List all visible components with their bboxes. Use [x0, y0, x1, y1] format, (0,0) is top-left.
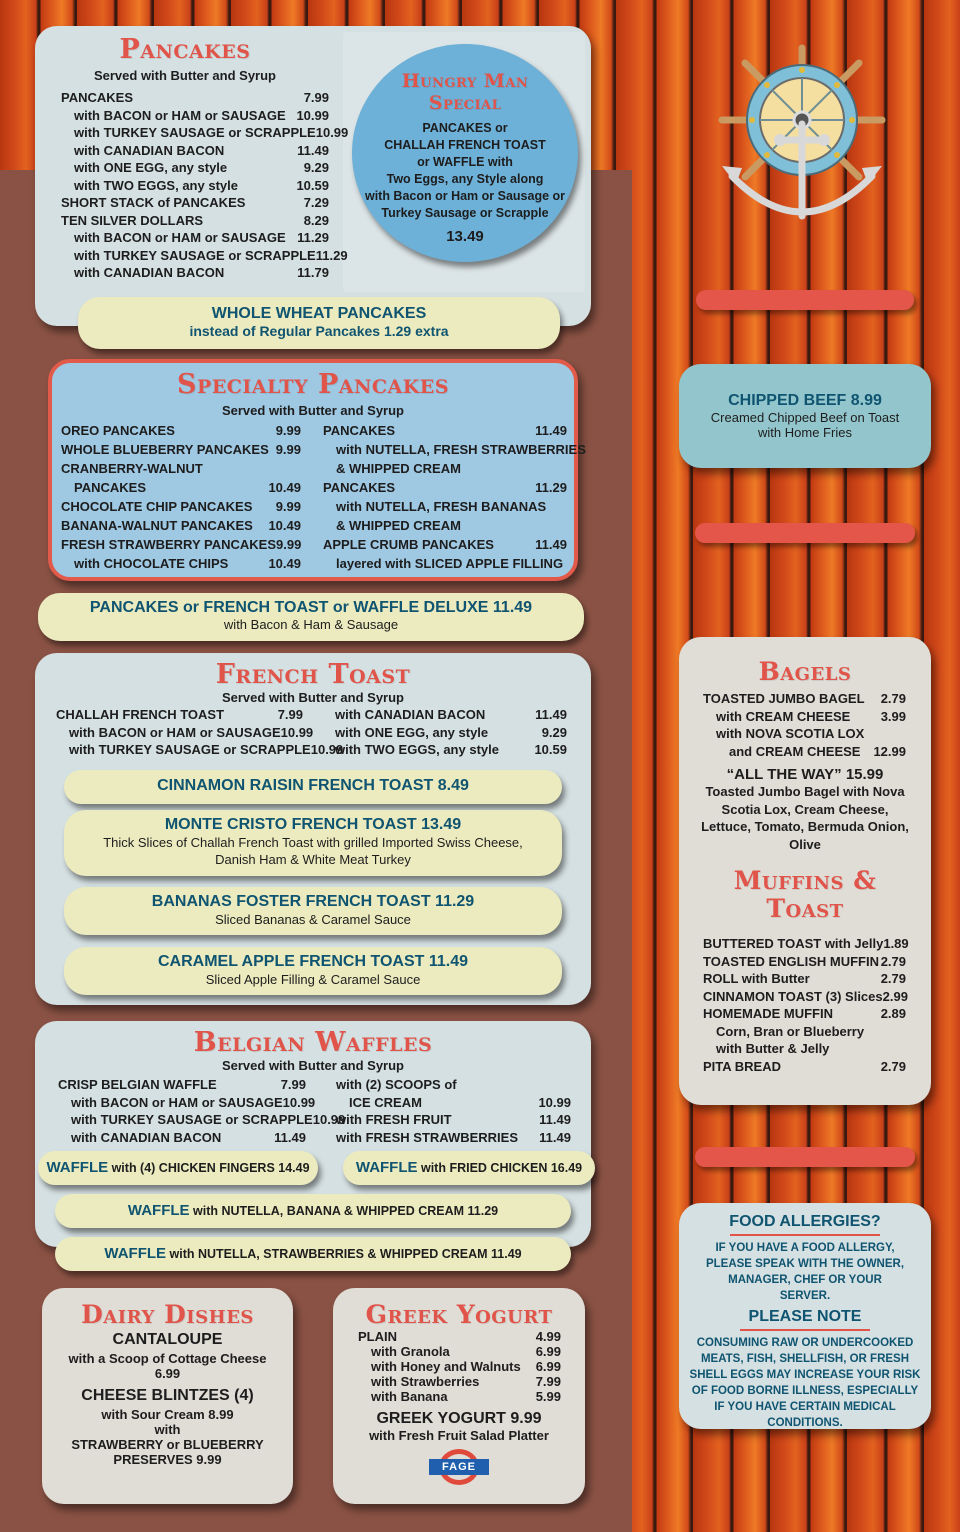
item-name: with CANADIAN BACON — [74, 265, 225, 280]
menu-item-row — [336, 1111, 571, 1129]
specialty-left-column — [61, 421, 301, 573]
food-allergy-card — [679, 1203, 931, 1429]
menu-item-row — [323, 421, 567, 440]
please-note-text: CONSUMING RAW OR UNDERCOOKED MEATS, FISH, SHELLFISH, OR FRESH SHELL EGGS MAY INCREASE YOUR RISK OF FOOD BORNE ILLNESS, ESPECIALLY IF YOU HAVE CERTAIN MEDICAL CONDITIONS. — [689, 1337, 921, 1429]
menu-item-row — [56, 724, 314, 742]
french-toast-left-column — [56, 706, 344, 759]
menu-item-row — [703, 725, 906, 743]
menu-item-row — [336, 1094, 571, 1112]
menu-item-row — [703, 1058, 906, 1076]
specialty-pancakes-card — [48, 359, 586, 581]
all-the-way-title: “ALL THE WAY” 15.99 — [726, 766, 884, 783]
menu-item-row — [61, 194, 329, 212]
hungry-man-special — [352, 44, 578, 262]
item-price: 10.49 — [268, 480, 301, 495]
hungry-man-title-2: Special — [428, 92, 502, 114]
item-name: PANCAKES — [323, 423, 395, 438]
menu-item-row — [323, 516, 567, 535]
hungry-man-line: Two Eggs, any Style along — [386, 172, 544, 186]
french-toast-special — [64, 810, 562, 876]
item-price: 7.99 — [277, 707, 303, 722]
menu-item-row — [61, 247, 348, 265]
item-name: Corn, Bran or Blueberry — [716, 1023, 865, 1039]
menu-item-row — [336, 1129, 571, 1147]
item-name: with CANADIAN BACON — [71, 1129, 222, 1145]
menu-item-row — [61, 89, 329, 107]
item-name: PANCAKES — [61, 90, 133, 105]
item-name: with BACON or HAM or SAUSAGE — [74, 230, 286, 245]
waffle-lead: WAFFLE — [355, 1159, 418, 1176]
item-name: with CANADIAN BACON — [335, 707, 486, 722]
decorative-red-bar-1 — [696, 290, 914, 310]
item-name: with TWO EGGS, any style — [74, 177, 238, 193]
item-price: 8.29 — [303, 212, 329, 228]
menu-item-row — [56, 706, 303, 724]
chipped-beef-line2: with Home Fries — [758, 425, 852, 440]
whole-wheat-title: WHOLE WHEAT PANCAKES — [211, 305, 427, 322]
menu-item-row — [61, 159, 329, 177]
item-name: with BACON or HAM or SAUSAGE — [69, 724, 281, 740]
please-note-underline — [740, 1329, 870, 1331]
menu-item-row — [56, 741, 344, 759]
waffle-rest: with NUTELLA, BANANA & WHIPPED CREAM 11.29 — [189, 1204, 499, 1218]
item-name: BUTTERED TOAST with Jelly — [703, 936, 884, 951]
item-name: ICE CREAM — [349, 1094, 422, 1110]
special-desc: Sliced Apple Filling & Caramel Sauce — [205, 972, 421, 987]
bagels-title: Bagels — [758, 657, 852, 686]
menu-item-row — [61, 478, 301, 497]
item-price: 9.99 — [276, 537, 302, 552]
item-price: 2.79 — [880, 691, 906, 706]
item-price: 10.99 — [282, 1094, 316, 1110]
menu-item-row — [61, 107, 329, 125]
item-name: CHOCOLATE CHIP PANCAKES — [61, 499, 253, 514]
item-price: 9.99 — [275, 442, 301, 457]
please-note-title: PLEASE NOTE — [748, 1308, 862, 1325]
waffles-subtitle: Served with Butter and Syrup — [221, 1058, 405, 1073]
waffle-special — [343, 1151, 595, 1185]
item-price: 11.49 — [535, 423, 567, 438]
menu-item-row — [61, 554, 301, 573]
fage-logo — [429, 1449, 489, 1485]
item-price: 11.49 — [535, 707, 567, 722]
yogurt-title: Greek Yogurt — [365, 1300, 553, 1329]
item-name: & WHIPPED CREAM — [336, 461, 461, 476]
chipped-beef-title: CHIPPED BEEF 8.99 — [728, 392, 882, 409]
menu-item-row — [703, 743, 906, 761]
item-name: OREO PANCAKES — [61, 423, 175, 438]
allergy-title: FOOD ALLERGIES? — [729, 1213, 881, 1230]
menu-item-row — [58, 1076, 306, 1094]
menu-item-row — [336, 1076, 571, 1094]
menu-item-row — [358, 1329, 561, 1344]
item-price: 10.99 — [315, 125, 349, 140]
item-price: 10.59 — [534, 742, 567, 757]
item-name: with Butter & Jelly — [716, 1041, 830, 1056]
item-price: 9.99 — [275, 423, 301, 438]
item-name: with NUTELLA, FRESH BANANAS — [336, 499, 547, 514]
chipped-beef-card — [679, 364, 931, 468]
bagels-muffins-card — [679, 637, 931, 1105]
decorative-red-bar-3 — [695, 1147, 915, 1167]
menu-item-row — [703, 1040, 906, 1058]
french-toast-subtitle: Served with Butter and Syrup — [221, 690, 405, 705]
fage-logo-text: FAGE — [429, 1459, 489, 1475]
item-price: 10.49 — [268, 556, 301, 571]
blintzes-line1: with Sour Cream 8.99 — [101, 1407, 234, 1422]
item-price: 6.99 — [535, 1359, 561, 1374]
waffle-lead: WAFFLE — [104, 1245, 167, 1262]
menu-item-row — [61, 264, 329, 282]
menu-item-row — [335, 706, 567, 724]
yogurt-platter-title: GREEK YOGURT 9.99 — [376, 1410, 542, 1427]
item-name: CHALLAH FRENCH TOAST — [56, 707, 225, 722]
blintzes-name: CHEESE BLINTZES (4) — [81, 1387, 254, 1404]
item-name: TOASTED ENGLISH MUFFIN — [703, 953, 879, 969]
item-price: 9.29 — [541, 724, 567, 740]
yogurt-platter-desc: with Fresh Fruit Salad Platter — [369, 1428, 549, 1443]
whole-wheat-subtitle: instead of Regular Pancakes 1.29 extra — [189, 323, 449, 339]
menu-item-row — [358, 1374, 561, 1389]
item-price: 9.29 — [303, 160, 329, 175]
menu-item-row — [58, 1111, 346, 1129]
pancakes-title: Pancakes — [119, 34, 251, 65]
menu-item-row — [703, 970, 906, 988]
menu-item-row — [61, 142, 329, 160]
item-name: HOMEMADE MUFFIN — [703, 1006, 833, 1021]
item-name: with TURKEY SAUSAGE or SCRAPPLE — [74, 247, 316, 263]
blintzes-line3: STRAWBERRY or BLUEBERRY — [71, 1437, 264, 1452]
waffle-rest: with NUTELLA, STRAWBERRIES & WHIPPED CREAM 11.49 — [166, 1247, 522, 1261]
item-price: 4.99 — [535, 1329, 561, 1344]
item-name: with FRESH FRUIT — [336, 1112, 452, 1127]
menu-item-row — [703, 1005, 906, 1023]
special-desc: Thick Slices of Challah French Toast with grilled Imported Swiss Cheese, Danish Ham & White Meat Turkey — [103, 835, 523, 867]
item-name: with BACON or HAM or SAUSAGE — [74, 107, 286, 123]
deluxe-subtitle: with Bacon & Ham & Sausage — [223, 617, 399, 632]
menu-item-row — [323, 440, 586, 459]
menu-item-row — [61, 421, 301, 440]
item-name: with ONE EGG, any style — [335, 724, 489, 740]
item-name: with BACON or HAM or SAUSAGE — [71, 1094, 283, 1110]
hungry-man-line: PANCAKES or — [422, 121, 508, 135]
item-name: PLAIN — [358, 1329, 397, 1344]
menu-item-row — [703, 708, 906, 726]
item-name: and CREAM CHEESE — [729, 743, 861, 759]
menu-item-row — [61, 440, 301, 459]
deluxe-title: PANCAKES or FRENCH TOAST or WAFFLE DELUXE 11.49 — [89, 599, 533, 616]
menu-item-row — [61, 177, 329, 195]
yogurt-list — [358, 1329, 561, 1404]
waffle-lead: WAFFLE — [127, 1202, 190, 1219]
item-name: with CHOCOLATE CHIPS — [74, 556, 229, 571]
menu-item-row — [61, 212, 329, 230]
item-price: 10.99 — [280, 724, 314, 740]
cantaloupe-price: 6.99 — [154, 1366, 181, 1381]
item-name: APPLE CRUMB PANCAKES — [323, 537, 494, 552]
item-name: FRESH STRAWBERRY PANCAKES — [61, 537, 277, 552]
muffins-list — [703, 935, 909, 1075]
item-price: 2.79 — [880, 953, 906, 969]
item-price: 10.99 — [310, 742, 344, 757]
item-name: PANCAKES — [74, 480, 146, 495]
item-name: WHOLE BLUEBERRY PANCAKES — [61, 442, 269, 457]
allergy-text: IF YOU HAVE A FOOD ALLERGY, PLEASE SPEAK WITH THE OWNER, MANAGER, CHEF OR YOUR SERVER. — [705, 1242, 905, 1302]
muffins-title-1: Muffins & — [733, 866, 877, 895]
allergy-title-underline — [730, 1234, 880, 1236]
menu-item-row — [358, 1389, 561, 1404]
item-price: 10.99 — [312, 1112, 346, 1127]
menu-item-row — [703, 953, 906, 971]
item-price: 11.49 — [539, 1129, 571, 1145]
menu-item-row — [358, 1359, 561, 1374]
item-price: 5.99 — [535, 1389, 561, 1404]
menu-item-row — [61, 516, 301, 535]
menu-item-row — [323, 497, 567, 516]
item-price: 10.99 — [296, 107, 329, 123]
hungry-man-title-1: Hungry Man — [401, 70, 529, 92]
waffles-right-column — [336, 1076, 571, 1146]
item-name: CRANBERRY-WALNUT — [61, 461, 203, 476]
item-name: with FRESH STRAWBERRIES — [336, 1129, 519, 1145]
item-name: with Strawberries — [371, 1374, 480, 1389]
item-name: with Granola — [371, 1344, 450, 1359]
item-price: 11.29 — [297, 230, 329, 245]
pancakes-list — [61, 89, 349, 282]
item-name: ROLL with Butter — [703, 971, 810, 986]
waffle-special — [38, 1151, 318, 1185]
item-name: layered with SLICED APPLE FILLING — [336, 556, 564, 571]
item-price: 3.99 — [880, 708, 906, 724]
menu-item-row — [323, 459, 567, 478]
menu-item-row — [323, 478, 567, 497]
menu-item-row — [61, 535, 301, 554]
item-price: 7.99 — [535, 1374, 561, 1389]
item-name: CRISP BELGIAN WAFFLE — [58, 1077, 217, 1092]
item-name: with TWO EGGS, any style — [335, 742, 499, 757]
item-price: 2.89 — [880, 1006, 906, 1021]
item-price: 11.49 — [297, 142, 329, 158]
waffle-special — [55, 1194, 571, 1228]
cantaloupe-name: CANTALOUPE — [112, 1331, 223, 1348]
item-price: 10.59 — [296, 177, 329, 193]
item-price: 9.99 — [275, 499, 301, 514]
special-title: CARAMEL APPLE FRENCH TOAST 11.49 — [158, 953, 468, 970]
item-name: with Honey and Walnuts — [371, 1359, 521, 1374]
item-name: with Banana — [371, 1389, 448, 1404]
item-name: with (2) SCOOPS of — [336, 1077, 457, 1092]
menu-item-row — [61, 459, 301, 478]
dairy-title: Dairy Dishes — [81, 1300, 254, 1329]
item-price: 11.49 — [539, 1112, 571, 1127]
menu-item-row — [703, 935, 909, 953]
hungry-man-line: Turkey Sausage or Scrapple — [381, 206, 549, 220]
menu-item-row — [58, 1094, 316, 1112]
item-price: 7.99 — [303, 90, 329, 105]
item-name: TOASTED JUMBO BAGEL — [703, 691, 865, 706]
special-desc: Sliced Bananas & Caramel Sauce — [215, 912, 411, 927]
item-price: 2.79 — [880, 971, 906, 986]
hungry-man-description — [352, 120, 578, 222]
cantaloupe-desc: with a Scoop of Cottage Cheese — [68, 1351, 267, 1366]
ship-wheel-anchor-icon — [712, 38, 892, 228]
waffle-rest: with FRIED CHICKEN 16.49 — [417, 1161, 583, 1175]
waffles-title: Belgian Waffles — [193, 1027, 433, 1058]
item-name: BANANA-WALNUT PANCAKES — [61, 518, 253, 533]
item-name: TEN SILVER DOLLARS — [61, 212, 204, 228]
menu-item-row — [703, 690, 906, 708]
menu-item-row — [61, 497, 301, 516]
item-price: 11.49 — [535, 537, 567, 552]
item-price: 11.49 — [274, 1129, 306, 1145]
menu-item-row — [61, 124, 349, 142]
waffle-special — [55, 1237, 571, 1271]
french-toast-special — [64, 770, 562, 804]
item-name: with CREAM CHEESE — [716, 708, 851, 724]
menu-item-row — [703, 1023, 906, 1041]
greek-yogurt-card — [333, 1288, 585, 1504]
chipped-beef-line1: Creamed Chipped Beef on Toast — [710, 410, 900, 425]
menu-item-row — [58, 1129, 306, 1147]
hungry-man-line: or WAFFLE with — [417, 155, 513, 169]
specialty-right-column — [323, 421, 586, 573]
item-price: 10.49 — [268, 518, 301, 533]
item-name: with NOVA SCOTIA LOX — [716, 726, 865, 741]
dairy-dishes-card — [42, 1288, 293, 1504]
item-price: 11.29 — [535, 480, 567, 495]
pancakes-subtitle: Served with Butter and Syrup — [93, 68, 277, 83]
french-toast-special — [64, 887, 562, 935]
decorative-red-bar-2 — [695, 523, 915, 543]
item-price: 12.99 — [873, 743, 906, 759]
item-name: with TURKEY SAUSAGE or SCRAPPLE — [71, 1112, 313, 1127]
menu-item-row — [358, 1344, 561, 1359]
hungry-man-line: with Bacon or Ham or Sausage or — [364, 189, 566, 203]
item-name: with NUTELLA, FRESH STRAWBERRIES — [336, 442, 586, 457]
item-price: 2.79 — [880, 1058, 906, 1074]
item-price: 10.99 — [538, 1094, 571, 1110]
item-price: 11.29 — [315, 247, 348, 263]
french-toast-special — [64, 947, 562, 995]
special-title: BANANAS FOSTER FRENCH TOAST 11.29 — [151, 893, 475, 910]
item-price: 6.99 — [535, 1344, 561, 1359]
whole-wheat-banner — [78, 297, 560, 349]
item-name: with ONE EGG, any style — [74, 160, 228, 175]
bagels-list — [703, 690, 906, 760]
french-toast-title: French Toast — [215, 659, 411, 690]
french-toast-right-column — [335, 706, 567, 759]
item-name: CINNAMON TOAST (3) Slices — [703, 988, 883, 1004]
item-price: 2.99 — [882, 988, 908, 1004]
item-price: 7.29 — [303, 195, 329, 210]
menu-item-row — [703, 988, 906, 1006]
all-the-way-desc: Toasted Jumbo Bagel with Nova Scotia Lox, Cream Cheese, Lettuce, Tomato, Bermuda Onion, Olive — [701, 784, 909, 852]
item-name: & WHIPPED CREAM — [336, 518, 461, 533]
waffles-left-column — [58, 1076, 346, 1146]
item-price: 7.99 — [280, 1077, 306, 1092]
menu-item-row — [61, 229, 329, 247]
specialty-subtitle: Served with Butter and Syrup — [221, 403, 405, 418]
menu-item-row — [335, 724, 567, 742]
special-title: MONTE CRISTO FRENCH TOAST 13.49 — [164, 816, 462, 833]
item-price: 1.89 — [883, 936, 909, 951]
item-name: PITA BREAD — [703, 1058, 781, 1074]
item-name: SHORT STACK of PANCAKES — [61, 195, 246, 210]
item-name: PANCAKES — [323, 480, 395, 495]
special-title: CINNAMON RAISIN FRENCH TOAST 8.49 — [157, 777, 469, 794]
item-name: with TURKEY SAUSAGE or SCRAPPLE — [69, 742, 311, 757]
waffle-rest: with (4) CHICKEN FINGERS 14.49 — [108, 1161, 310, 1175]
hungry-man-line: CHALLAH FRENCH TOAST — [384, 138, 546, 152]
specialty-title: Specialty Pancakes — [177, 369, 449, 400]
item-name: with TURKEY SAUSAGE or SCRAPPLE — [74, 125, 316, 140]
waffle-lead: WAFFLE — [46, 1159, 109, 1176]
blintzes-line2: with — [154, 1422, 181, 1437]
hungry-man-price: 13.49 — [446, 228, 484, 245]
muffins-title-2: Toast — [766, 894, 844, 923]
item-name: with CANADIAN BACON — [74, 142, 225, 158]
menu-item-row — [335, 741, 567, 759]
blintzes-line4: PRESERVES 9.99 — [113, 1452, 222, 1467]
deluxe-banner — [38, 593, 584, 641]
item-price: 11.79 — [297, 265, 329, 280]
menu-item-row — [323, 554, 567, 573]
menu-item-row — [323, 535, 567, 554]
